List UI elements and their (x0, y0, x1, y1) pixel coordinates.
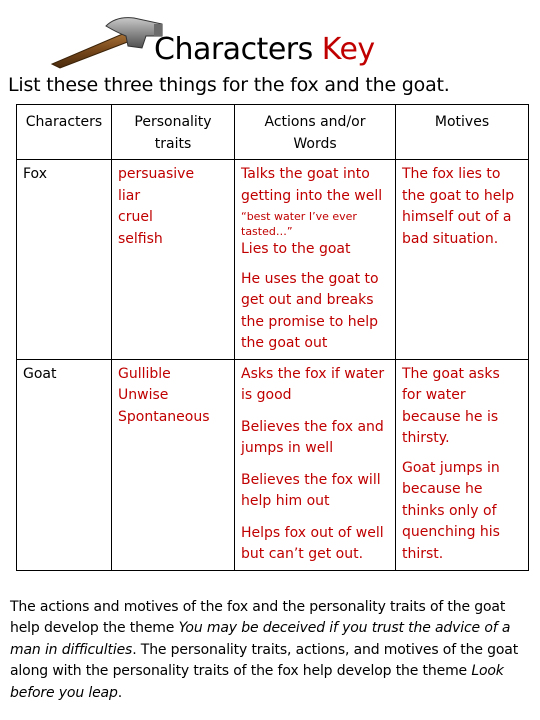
action: Believes the fox and jumps in well (241, 418, 384, 456)
fox-motive: The fox lies to the goat to help himself out of a bad situation. (396, 160, 529, 360)
title-accent: Key (321, 32, 375, 67)
page-title (154, 32, 375, 68)
header-characters: Characters (17, 105, 112, 160)
fox-traits (112, 160, 235, 360)
goat-traits (112, 359, 235, 570)
action-quote: “best water I’ve ever tasted…” (241, 210, 357, 238)
action: He uses the goat to get out and breaks the promise to help the goat out (241, 270, 379, 351)
action: Helps fox out of well but can’t get out. (241, 524, 384, 562)
footer-text: . The personality traits, actions, and motives of the goat along with the personality traits of the fox help develop the theme (10, 641, 519, 680)
action: Talks the goat into getting into the well (241, 166, 383, 204)
header-actions: Actions and/or Words (235, 105, 396, 160)
characters-table (16, 104, 529, 571)
trait: Unwise (118, 387, 169, 403)
footer-text: . (117, 684, 123, 701)
action: Believes the fox will help him out (241, 471, 381, 509)
fox-name: Fox (17, 160, 112, 360)
table-header-row (17, 105, 529, 160)
trait: selfish (118, 230, 163, 247)
hammer-icon (46, 14, 166, 70)
header-motives: Motives (396, 105, 529, 160)
theme-paragraph (10, 597, 534, 704)
goat-name: Goat (17, 359, 112, 570)
trait: Spontaneous (118, 408, 210, 425)
trait: Gullible (118, 365, 171, 382)
theme-2: Look before you leap (10, 663, 504, 701)
trait: liar (118, 187, 141, 204)
trait: persuasive (118, 166, 195, 182)
table-row-fox (17, 160, 529, 360)
trait: cruel (118, 209, 153, 225)
table-row-goat (17, 359, 529, 570)
goat-motives (396, 359, 529, 570)
instructions: List these three things for the fox and the goat. (8, 74, 450, 96)
motive: Goat jumps in because he thinks only of quenching his thirst. (402, 459, 500, 562)
action: Lies to the goat (241, 241, 351, 257)
footer-text: The actions and motives of the fox and the personality traits of the goat help develop the theme (10, 599, 506, 637)
title-main: Characters (154, 32, 313, 67)
goat-actions (235, 359, 396, 570)
header-traits: Personality traits (112, 105, 235, 160)
action: Asks the fox if water is good (241, 365, 385, 403)
theme-1: You may be deceived if you trust the advice of a man in difficulties (10, 620, 511, 658)
fox-actions (235, 160, 396, 360)
motive: The goat asks for water because he is thirsty. (402, 365, 500, 446)
